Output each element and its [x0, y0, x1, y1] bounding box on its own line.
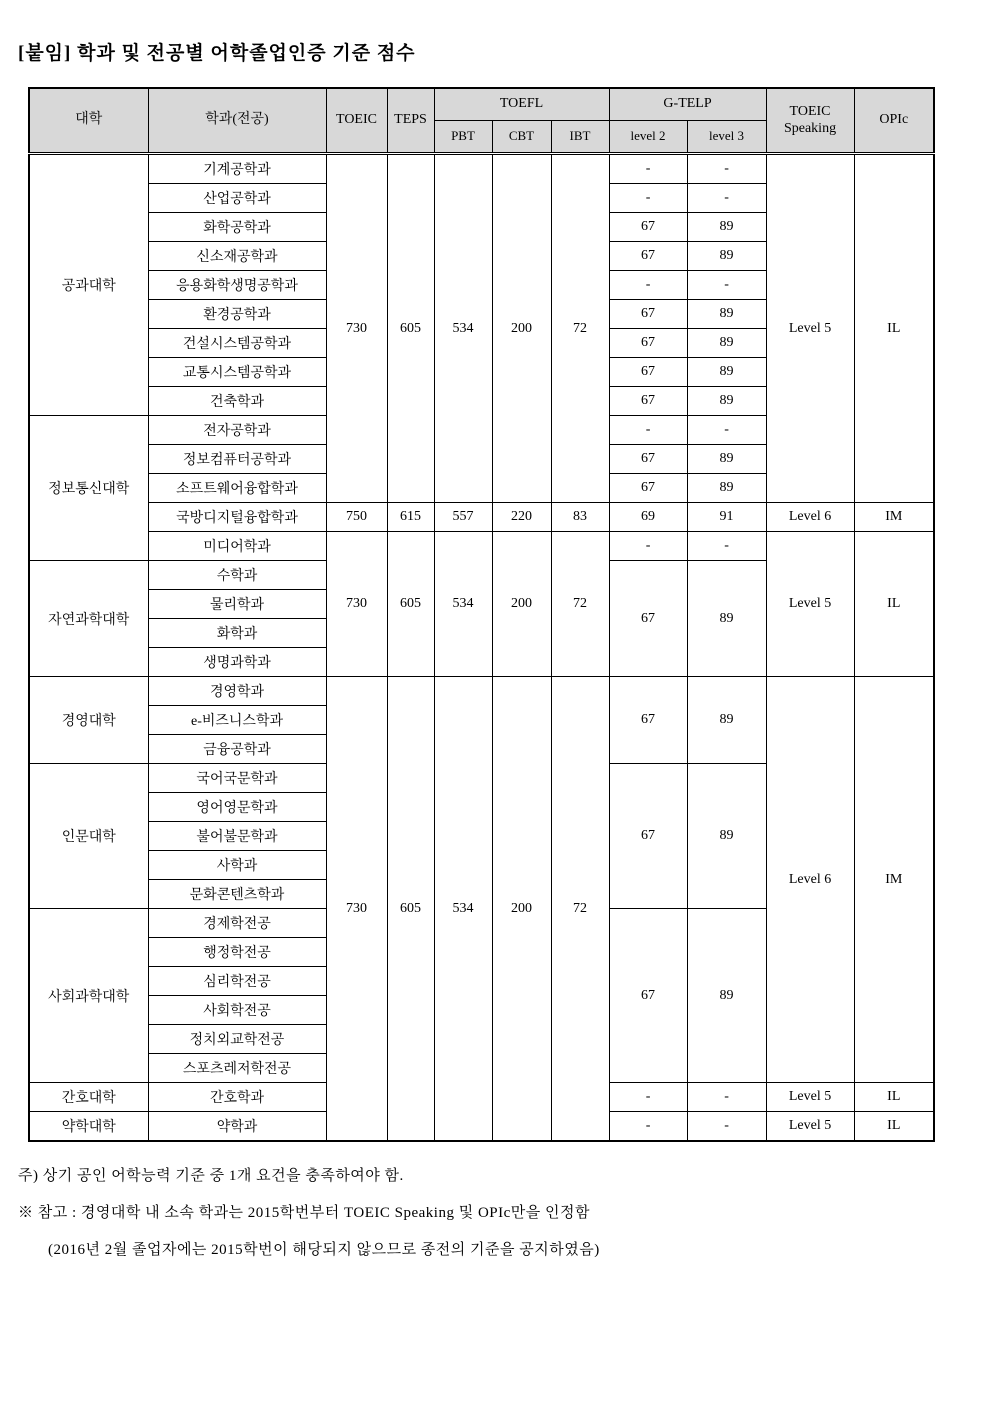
level2-cell: -: [609, 271, 687, 300]
level2-cell: -: [609, 1083, 687, 1112]
header-toeic-speaking-line2: Speaking: [783, 120, 837, 136]
header-toefl-cbt: CBT: [492, 121, 551, 154]
footnote-reference: ※ 참고 : 경영대학 내 소속 학과는 2015학번부터 TOEIC Speaking 및 OPIc만을 인정함: [18, 1205, 590, 1221]
ibt-cell: 72: [551, 677, 609, 1142]
toeic-cell: 730: [326, 154, 387, 503]
teps-cell: 605: [387, 677, 434, 1142]
department-cell: 건축학과: [148, 387, 326, 416]
department-cell: 경영학과: [148, 677, 326, 706]
toeic-cell: 750: [326, 503, 387, 532]
level3-cell: -: [687, 532, 766, 561]
department-cell: 전자공학과: [148, 416, 326, 445]
department-cell: 경제학전공: [148, 909, 326, 938]
table-row: [29, 677, 934, 706]
speaking-cell: Level 5: [766, 532, 854, 677]
college-cell: 자연과학대학: [29, 561, 148, 677]
table-header: [29, 88, 934, 154]
level2-cell: 69: [609, 503, 687, 532]
speaking-cell: Level 6: [766, 503, 854, 532]
department-cell: 소프트웨어융합학과: [148, 474, 326, 503]
level2-cell: 67: [609, 677, 687, 764]
department-cell: e-비즈니스학과: [148, 706, 326, 735]
department-cell: 환경공학과: [148, 300, 326, 329]
ibt-cell: 83: [551, 503, 609, 532]
level3-cell: 89: [687, 242, 766, 271]
level2-cell: -: [609, 184, 687, 213]
table-row: [29, 503, 934, 532]
level2-cell: 67: [609, 561, 687, 677]
department-cell: 기계공학과: [148, 154, 326, 184]
toeic-cell: 730: [326, 532, 387, 677]
level2-cell: 67: [609, 387, 687, 416]
college-cell: 간호대학: [29, 1083, 148, 1112]
level2-cell: 67: [609, 300, 687, 329]
level2-cell: 67: [609, 474, 687, 503]
level2-cell: 67: [609, 764, 687, 909]
level3-cell: -: [687, 416, 766, 445]
level2-cell: 67: [609, 213, 687, 242]
header-department: 학과(전공): [148, 88, 326, 154]
table-body: [29, 154, 934, 1142]
level2-cell: -: [609, 1112, 687, 1142]
department-cell: 간호학과: [148, 1083, 326, 1112]
department-cell: 생명과학과: [148, 648, 326, 677]
teps-cell: 605: [387, 532, 434, 677]
opic-cell: IL: [854, 1112, 934, 1142]
department-cell: 정보컴퓨터공학과: [148, 445, 326, 474]
opic-cell: IL: [854, 1083, 934, 1112]
pbt-cell: 534: [434, 677, 492, 1142]
cbt-cell: 200: [492, 677, 551, 1142]
level3-cell: 89: [687, 677, 766, 764]
table-row: [29, 154, 934, 184]
header-gtelp: G-TELP: [609, 88, 766, 121]
level3-cell: 89: [687, 764, 766, 909]
header-opic: OPIc: [854, 88, 934, 154]
college-cell: 정보통신대학: [29, 416, 148, 561]
header-teps: TEPS: [387, 88, 434, 154]
opic-cell: IL: [854, 532, 934, 677]
department-cell: 미디어학과: [148, 532, 326, 561]
college-cell: 경영대학: [29, 677, 148, 764]
header-toefl-ibt: IBT: [551, 121, 609, 154]
header-toeic-speaking-line1: TOEIC: [789, 104, 831, 120]
certification-score-table: [28, 87, 935, 1142]
department-cell: 교통시스템공학과: [148, 358, 326, 387]
department-cell: 심리학전공: [148, 967, 326, 996]
level2-cell: -: [609, 154, 687, 184]
department-cell: 신소재공학과: [148, 242, 326, 271]
footnotes: [18, 1166, 992, 1261]
level3-cell: 89: [687, 909, 766, 1083]
footnote-requirement: 주) 상기 공인 어학능력 기준 중 1개 요건을 충족하여야 함.: [18, 1168, 404, 1184]
level3-cell: 89: [687, 329, 766, 358]
teps-cell: 615: [387, 503, 434, 532]
header-row-main: [29, 88, 934, 121]
department-cell: 약학과: [148, 1112, 326, 1142]
ibt-cell: 72: [551, 154, 609, 503]
speaking-cell: Level 6: [766, 677, 854, 1083]
college-cell: 약학대학: [29, 1112, 148, 1142]
level2-cell: -: [609, 416, 687, 445]
pbt-cell: 534: [434, 154, 492, 503]
level3-cell: 89: [687, 387, 766, 416]
pbt-cell: 534: [434, 532, 492, 677]
department-cell: 영어영문학과: [148, 793, 326, 822]
opic-cell: IM: [854, 677, 934, 1083]
level3-cell: -: [687, 184, 766, 213]
college-cell: 사회과학대학: [29, 909, 148, 1083]
speaking-cell: Level 5: [766, 154, 854, 503]
level3-cell: 89: [687, 213, 766, 242]
level3-cell: -: [687, 1112, 766, 1142]
level2-cell: -: [609, 532, 687, 561]
level3-cell: -: [687, 154, 766, 184]
department-cell: 국방디지털융합학과: [148, 503, 326, 532]
speaking-cell: Level 5: [766, 1083, 854, 1112]
speaking-cell: Level 5: [766, 1112, 854, 1142]
level3-cell: -: [687, 1083, 766, 1112]
department-cell: 화학과: [148, 619, 326, 648]
pbt-cell: 557: [434, 503, 492, 532]
header-toefl-pbt: PBT: [434, 121, 492, 154]
cbt-cell: 220: [492, 503, 551, 532]
opic-cell: IL: [854, 154, 934, 503]
department-cell: 금융공학과: [148, 735, 326, 764]
header-gtelp-level3: level 3: [687, 121, 766, 154]
level3-cell: 89: [687, 300, 766, 329]
header-college: 대학: [29, 88, 148, 154]
page-title: [붙임] 학과 및 전공별 어학졸업인증 기준 점수: [18, 43, 416, 64]
college-cell: 공과대학: [29, 154, 148, 416]
department-cell: 응용화학생명공학과: [148, 271, 326, 300]
department-cell: 스포츠레저학전공: [148, 1054, 326, 1083]
level3-cell: -: [687, 271, 766, 300]
department-cell: 정치외교학전공: [148, 1025, 326, 1054]
level2-cell: 67: [609, 329, 687, 358]
footnote-reference-parenthetical: (2016년 2월 졸업자에는 2015학번이 해당되지 않으므로 종전의 기준을 공지하였음): [48, 1242, 600, 1258]
cbt-cell: 200: [492, 532, 551, 677]
department-cell: 산업공학과: [148, 184, 326, 213]
teps-cell: 605: [387, 154, 434, 503]
department-cell: 불어불문학과: [148, 822, 326, 851]
ibt-cell: 72: [551, 532, 609, 677]
department-cell: 물리학과: [148, 590, 326, 619]
header-gtelp-level2: level 2: [609, 121, 687, 154]
header-toeic-speaking: [766, 88, 854, 154]
header-toeic: TOEIC: [326, 88, 387, 154]
table-row: [29, 532, 934, 561]
level2-cell: 67: [609, 358, 687, 387]
opic-cell: IM: [854, 503, 934, 532]
header-toefl: TOEFL: [434, 88, 609, 121]
level3-cell: 89: [687, 474, 766, 503]
department-cell: 문화콘텐츠학과: [148, 880, 326, 909]
college-cell: 인문대학: [29, 764, 148, 909]
level2-cell: 67: [609, 909, 687, 1083]
department-cell: 사회학전공: [148, 996, 326, 1025]
level2-cell: 67: [609, 242, 687, 271]
level3-cell: 91: [687, 503, 766, 532]
level3-cell: 89: [687, 445, 766, 474]
department-cell: 행정학전공: [148, 938, 326, 967]
level3-cell: 89: [687, 358, 766, 387]
department-cell: 건설시스템공학과: [148, 329, 326, 358]
level3-cell: 89: [687, 561, 766, 677]
level2-cell: 67: [609, 445, 687, 474]
department-cell: 화학공학과: [148, 213, 326, 242]
department-cell: 국어국문학과: [148, 764, 326, 793]
toeic-cell: 730: [326, 677, 387, 1142]
department-cell: 사학과: [148, 851, 326, 880]
department-cell: 수학과: [148, 561, 326, 590]
cbt-cell: 200: [492, 154, 551, 503]
